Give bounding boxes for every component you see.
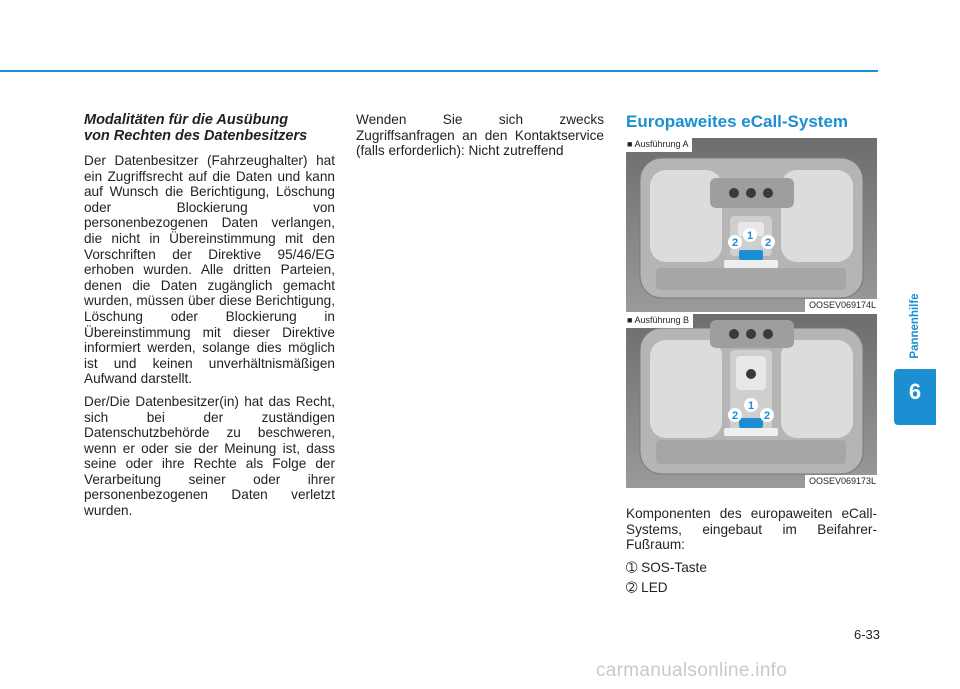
chapter-number: 6 [908,379,922,404]
callout-2-label-right: 2 [764,237,772,249]
callout-2-label-left: 2 [731,237,739,249]
header-rule [0,70,878,72]
item-text: LED [641,580,668,596]
heading-line-1: Modalitäten für die Ausübung [84,112,289,128]
section-heading [84,112,335,144]
figure-code: OOSEV069173L [805,475,877,488]
item-text: SOS-Taste [641,559,707,575]
paragraph-rights: Der Datenbesitzer (Fahrzeughalter) hat ein Zugriffsrecht auf die Daten und kann auf Wunsch die Berichtigung, Löschung oder Blockierung von personenbezogenen Daten verlangen, die nicht in Übereinstimmung mit den Vorschriften der Direktive 95/46/EG erhoben wurden. Alle dritten Parteien, denen die Daten zugänglich gemacht wurden, müssen über diese Berichtigung, Löschung oder Blockierung in Übereinstimmung mit dieser Direktive informiert werden, solange dies möglich ist und keinen unverhältnismäßigen Aufwand darstellt. [84,153,335,387]
figure-label: ■ Ausführung A [626,138,692,152]
list-item [626,560,877,576]
chapter-label: Pannenhilfe [909,293,921,359]
callout-2-label-left: 2 [731,410,739,422]
sos-button-icon [739,418,763,428]
watermark: carmanualsonline.info [596,660,788,681]
callout-2-label-right: 2 [763,410,771,422]
figure-ausfuehrung-b [626,314,877,488]
page-number: 6-33 [853,627,880,642]
heading-line-2: von Rechten des Datenbesitzers [84,128,308,144]
paragraph-complaint: Der/Die Datenbesitzer(in) hat das Recht, sich bei der zuständigen Datenschutzbehörde zu beschweren, wenn er oder sie der Meinung ist, dass seine oder ihre Rechte als Folge der Verarbeitung seiner oder ihrer personenbezogenen Daten verletzt wurden. [84,393,335,519]
item-marker: ➁ [626,580,638,596]
figure-ausfuehrung-a [626,138,877,312]
callout-1-label: 1 [746,230,754,242]
left-column [84,112,335,526]
figure-label: ■ Ausführung B [626,314,693,328]
middle-column [356,112,604,166]
figure-code: OOSEV069174L [805,299,877,312]
callout-1-label: 1 [747,400,755,412]
sos-button-icon [739,250,763,260]
section-title: Europaweites eCall-System [626,112,849,131]
item-marker: ➀ [626,559,638,575]
right-column [626,112,877,596]
paragraph-contact: Wenden Sie sich zwecks Zugriffsanfragen an den Kontaktservice (falls erforderlich): Nicht zutreffend [356,112,604,159]
components-description: Komponenten des europaweiten eCall-Systems, eingebaut im Beifahrer-Fußraum: [626,506,877,553]
list-item [626,580,877,596]
